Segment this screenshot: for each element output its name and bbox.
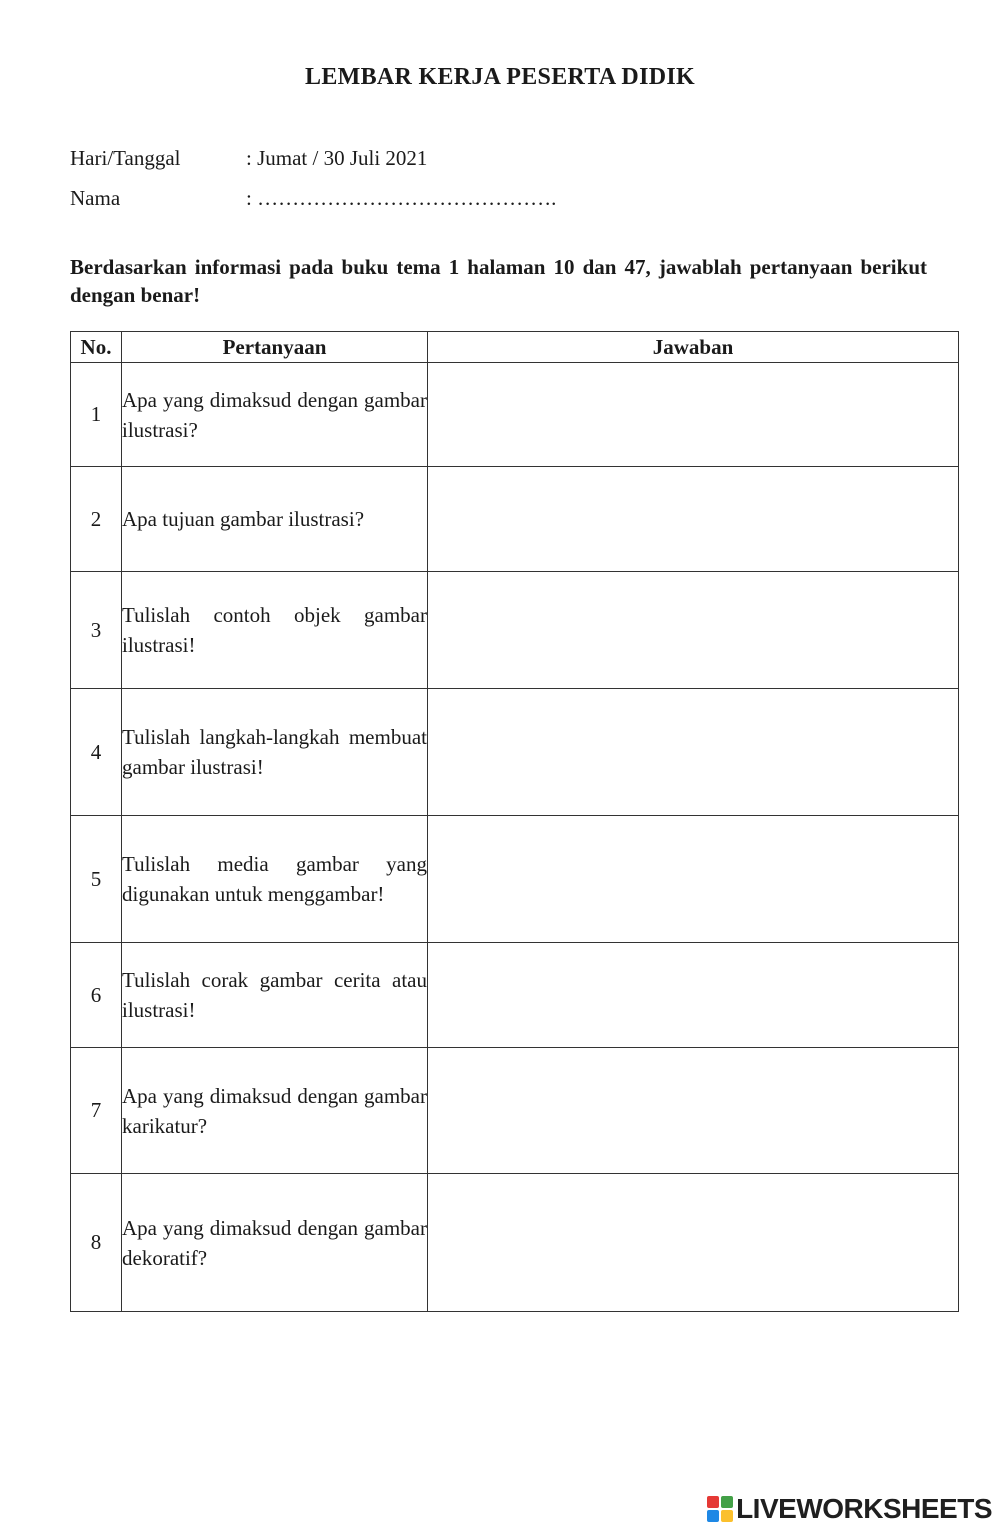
question-cell: Apa tujuan gambar ilustrasi? xyxy=(122,467,428,572)
logo-block-yellow xyxy=(721,1510,733,1522)
row-number: 4 xyxy=(71,689,122,816)
row-number: 1 xyxy=(71,363,122,467)
table-row xyxy=(71,467,959,572)
table-header-row xyxy=(71,332,959,363)
table-row xyxy=(71,1048,959,1174)
row-number: 5 xyxy=(71,816,122,943)
question-cell: Apa yang dimaksud dengan gambar karikatur? xyxy=(122,1048,428,1174)
date-label: Hari/Tanggal xyxy=(70,146,181,170)
answer-cell[interactable] xyxy=(428,363,959,467)
name-row xyxy=(70,186,556,211)
logo-block-red xyxy=(707,1496,719,1508)
row-number: 7 xyxy=(71,1048,122,1174)
instruction-text: Berdasarkan informasi pada buku tema 1 halaman 10 dan 47, jawablah pertanyaan berikut dengan benar! xyxy=(70,255,927,307)
answer-cell[interactable] xyxy=(428,467,959,572)
answer-cell[interactable] xyxy=(428,572,959,689)
table-row xyxy=(71,363,959,467)
table-row xyxy=(71,943,959,1048)
question-cell: Apa yang dimaksud dengan gambar ilustrasi? xyxy=(122,363,428,467)
header-no: No. xyxy=(71,332,122,363)
row-number: 3 xyxy=(71,572,122,689)
answer-cell[interactable] xyxy=(428,1174,959,1312)
logo-block-green xyxy=(721,1496,733,1508)
logo-block-blue xyxy=(707,1510,719,1522)
table-row xyxy=(71,689,959,816)
worksheet-table xyxy=(70,331,959,1312)
row-number: 2 xyxy=(71,467,122,572)
row-number: 6 xyxy=(71,943,122,1048)
question-cell: Tulislah media gambar yang digunakan untuk menggambar! xyxy=(122,816,428,943)
answer-cell[interactable] xyxy=(428,1048,959,1174)
logo-text: LIVEWORKSHEETS xyxy=(736,1493,992,1524)
table-row xyxy=(71,572,959,689)
name-label: Nama xyxy=(70,186,121,210)
question-cell: Apa yang dimaksud dengan gambar dekoratif? xyxy=(122,1174,428,1312)
question-cell: Tulislah langkah-langkah membuat gambar ilustrasi! xyxy=(122,689,428,816)
date-row xyxy=(70,146,427,171)
answer-cell[interactable] xyxy=(428,816,959,943)
header-answer: Jawaban xyxy=(428,332,959,363)
answer-cell[interactable] xyxy=(428,943,959,1048)
question-cell: Tulislah contoh objek gambar ilustrasi! xyxy=(122,572,428,689)
question-cell: Tulislah corak gambar cerita atau ilustrasi! xyxy=(122,943,428,1048)
date-value: : Jumat / 30 Juli 2021 xyxy=(246,146,428,170)
table-row xyxy=(71,1174,959,1312)
header-question: Pertanyaan xyxy=(122,332,428,363)
liveworksheets-logo[interactable] xyxy=(707,1494,992,1524)
table-row xyxy=(71,816,959,943)
page-title: LEMBAR KERJA PESERTA DIDIK xyxy=(305,64,695,90)
name-value: : ……………………………………. xyxy=(246,186,557,210)
answer-cell[interactable] xyxy=(428,689,959,816)
liveworksheets-logo-icon xyxy=(707,1496,733,1522)
row-number: 8 xyxy=(71,1174,122,1312)
